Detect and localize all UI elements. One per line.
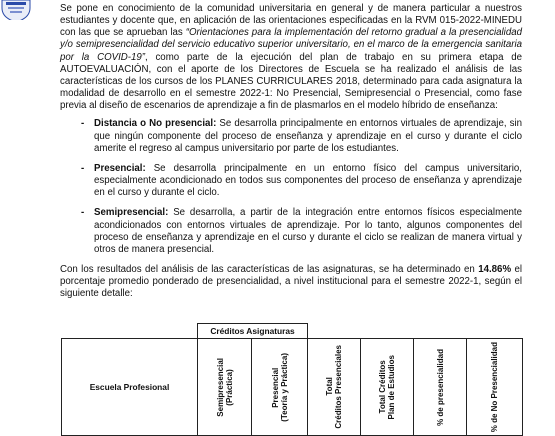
modality-item-presencial [60, 163, 522, 199]
modality-text: Se desarrolla principalmente en entornos virtuales de aprendizaje, sin que ningún componente del proceso de enseñanza y aprendizaje en el curso y durante el ciclo amerite el regreso al campus universitario por parte de los estudiantes. [94, 118, 522, 154]
result-paragraph [60, 264, 522, 300]
intro-text-1: Se pone en conocimiento de la comunidad universitaria en general y de manera particular a nuestros estudiantes y docente que, en aplicación de las orientaciones especificadas en la RVM 015-2022-MINEDU con las que se aprueban las [60, 3, 522, 39]
col-header-pct-no-presencial [467, 339, 523, 436]
col-header-total-presencial-text: Total Créditos Presenciales [325, 345, 344, 429]
col-header-presencial [252, 339, 308, 436]
col-header-total-presencial [308, 339, 361, 436]
intro-quote: “Orientaciones para la implementación del retorno gradual a la presencialidad y/o semipresencialidad del servicio educativo superior universitario, en el marco de la emergencia sanitaria por la COVID-19” [60, 27, 522, 63]
modality-term: Presencial: [94, 162, 146, 174]
presencialidad-table-wrap [61, 323, 522, 433]
bullet-mark: - [81, 207, 85, 219]
empty-cell [467, 324, 523, 339]
modality-text: Se desarrolla, a partir de la integración entre entornos físicos especialmente acondicionados con entornos virtuales de aprendizaje. Por lo tanto, algunos componentes del proceso de enseñanza y aprendizaje en el curso y durante el ciclo se realizan de manera virtual y otros de manera presencial. [94, 207, 522, 255]
result-text-1: Con los resultados del análisis de las características de las asignaturas, se ha determinado en [60, 263, 479, 275]
col-header-pct-presencial-text: % de presencialidad [435, 348, 445, 426]
shield-icon [0, 0, 38, 20]
modality-term: Semipresencial: [94, 207, 169, 219]
empty-corner [62, 324, 198, 339]
document-body [60, 3, 522, 300]
empty-cell [308, 324, 361, 339]
credits-group-header: Créditos Asignaturas [198, 324, 308, 339]
modality-item-distancia [60, 118, 522, 154]
modality-term: Distancia o No presencial: [94, 118, 217, 130]
presencial-percentage: 14.86% [478, 263, 512, 275]
col-header-school: Escuela Profesional [62, 339, 198, 436]
col-header-presencial-text: Presencial (Teoría y Práctica) [270, 352, 289, 422]
col-header-semipresencial [198, 339, 252, 436]
col-header-pct-no-presencial-text: % de No Presencialidad [490, 341, 500, 433]
result-text-2: el porcentaje promedio ponderado de presencialidad, a nivel institucional para el semestre 2022-1, según el siguiente detalle: [60, 263, 522, 300]
bullet-mark: - [81, 162, 85, 174]
col-header-total-plan-text: Total Créditos Plan de Estudios [378, 354, 397, 420]
modality-text: Se desarrolla principalmente en un entorno físico del campus universitario, especialmente acondicionado en todos sus componentes del proceso de enseñanza y aprendizaje en el curso y durante el ciclo. [94, 162, 522, 199]
col-header-semipresencial-text: Semipresencial (Práctica) [215, 357, 234, 417]
empty-cell [361, 324, 414, 339]
modality-list [60, 118, 522, 256]
intro-paragraph [60, 3, 522, 112]
presencialidad-table [61, 323, 523, 436]
empty-cell [414, 324, 467, 339]
intro-text-2: , como parte de la ejecución del plan de trabajo en su primera etapa de AUTOEVALUACIÓN, con el aporte de los Directores de Escuela se ha realizado el análisis de las características de los cursos de los PLANES CURRICULARES 2018, determinado para cada asignatura la modalidad de desarrollo en el semestre 2022-1: No Presencial, Semipresencial o Presencial, como fase previa al diseño de escenarios de aprendizaje a fin de plasmarlos en el modelo híbrido de enseñanza: [60, 51, 522, 112]
modality-item-semipresencial [60, 207, 522, 256]
bullet-mark: - [81, 118, 85, 130]
university-logo [0, 0, 38, 20]
col-header-total-plan [361, 339, 414, 436]
col-header-pct-presencial [414, 339, 467, 436]
